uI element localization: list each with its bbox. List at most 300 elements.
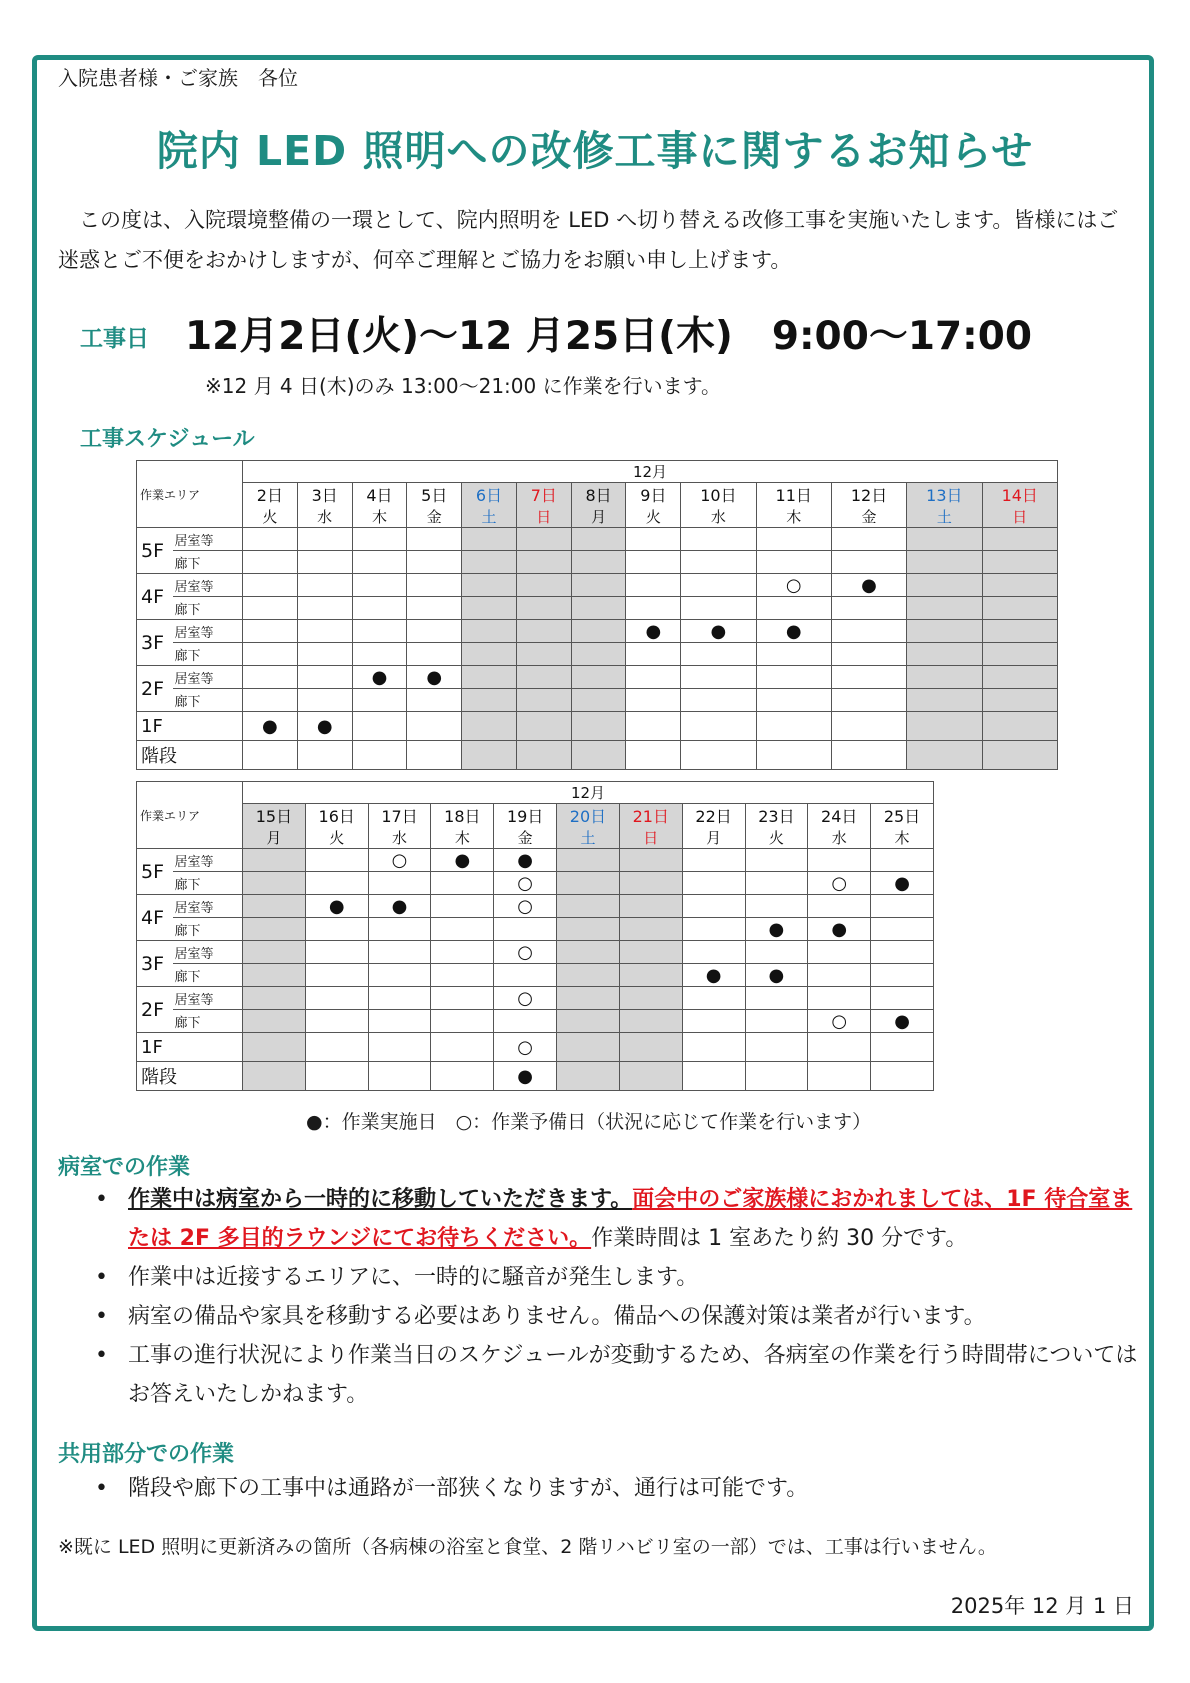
day-number: 24日: [808, 804, 871, 828]
schedule-cell: [907, 741, 982, 770]
schedule-cell: [682, 1062, 745, 1091]
schedule-cell: [808, 872, 871, 895]
schedule-cell: [745, 987, 808, 1010]
schedule-cell: [305, 941, 368, 964]
schedule-cell: [297, 689, 352, 712]
schedule-cell: [516, 574, 571, 597]
schedule-cell: [982, 643, 1058, 666]
schedule-cell: [831, 574, 906, 597]
schedule-cell: [871, 872, 934, 895]
area-sub-label: 廊下: [173, 551, 243, 574]
weekday: 月: [571, 506, 626, 528]
schedule-cell: [907, 620, 982, 643]
work-day-mark: ●: [705, 964, 722, 986]
list-item: [95, 1469, 1140, 1508]
schedule-cell: [871, 918, 934, 941]
table-row: [137, 918, 934, 941]
schedule-cell: [831, 712, 906, 741]
area-sub-label: 居室等: [173, 849, 243, 872]
ward-work-list: [95, 1180, 1140, 1414]
schedule-cell: [516, 741, 571, 770]
list-item: [95, 1180, 1140, 1258]
reserve-day-mark: ○: [517, 872, 534, 894]
schedule-cell: [431, 849, 494, 872]
floor-label: 5F: [137, 849, 173, 895]
schedule-cell: [407, 712, 462, 741]
ward-note-furniture: 病室の備品や家具を移動する必要はありません。備品への保護対策は業者が行います。: [128, 1304, 986, 1329]
schedule-cell: [516, 689, 571, 712]
day-number: 20日: [557, 804, 620, 828]
schedule-cell: [831, 666, 906, 689]
table-row: [137, 528, 1058, 551]
schedule-cell: [368, 872, 431, 895]
ward-note-duration: 作業時間は 1 室あたり約 30 分です。: [591, 1226, 968, 1251]
schedule-cell: [681, 551, 756, 574]
schedule-cell: [431, 1033, 494, 1062]
schedule-cell: [557, 941, 620, 964]
schedule-cell: [297, 712, 352, 741]
schedule-cell: [352, 551, 407, 574]
day-number: 22日: [682, 804, 745, 828]
schedule-cell: [462, 551, 517, 574]
schedule-cell: [494, 1010, 557, 1033]
schedule-cell: [516, 620, 571, 643]
schedule-cell: [682, 1033, 745, 1062]
schedule-cell: [571, 712, 626, 741]
schedule-cell: [297, 551, 352, 574]
schedule-cell: [831, 741, 906, 770]
schedule-cell: [407, 597, 462, 620]
weekday: 金: [407, 506, 462, 528]
schedule-cell: [494, 918, 557, 941]
schedule-cell: [831, 528, 906, 551]
area-sub-label: 廊下: [173, 689, 243, 712]
schedule-cell: [619, 941, 682, 964]
schedule-cell: [831, 597, 906, 620]
ward-note-timing: 工事の進行状況により作業当日のスケジュールが変動するため、各病室の作業を行う時間帯についてはお答えいたしかねます。: [128, 1343, 1138, 1407]
table-row: [137, 849, 934, 872]
area-sub-label: 居室等: [173, 620, 243, 643]
weekday: 火: [243, 506, 298, 528]
schedule-cell: [808, 1062, 871, 1091]
schedule-cell: [516, 528, 571, 551]
schedule-cell: [297, 620, 352, 643]
day-number: 4日: [352, 483, 407, 507]
schedule-cell: [243, 964, 306, 987]
day-number: 9日: [626, 483, 681, 507]
table-row: [137, 666, 1058, 689]
area-sub-label: 廊下: [173, 1010, 243, 1033]
weekday: 日: [619, 827, 682, 849]
schedule-cell: [407, 666, 462, 689]
common-work-list: [95, 1469, 1140, 1508]
schedule-cell: [243, 712, 298, 741]
schedule-cell: [571, 643, 626, 666]
schedule-cell: [494, 964, 557, 987]
reserve-day-mark: ○: [517, 941, 534, 963]
schedule-cell: [982, 666, 1058, 689]
schedule-cell: [808, 941, 871, 964]
ward-work-heading: 病室での作業: [58, 1155, 191, 1180]
schedule-cell: [571, 574, 626, 597]
day-number: 12日: [831, 483, 906, 507]
day-number: 6日: [462, 483, 517, 507]
schedule-cell: [305, 1010, 368, 1033]
schedule-cell: [557, 895, 620, 918]
month-header: 12月: [243, 461, 1058, 483]
table-row: [137, 741, 1058, 770]
schedule-cell: [682, 918, 745, 941]
work-day-mark: ●: [426, 666, 443, 688]
schedule-cell: [297, 643, 352, 666]
schedule-cell: [557, 1010, 620, 1033]
day-number: 25日: [871, 804, 934, 828]
header-row-weekdays: [137, 506, 1058, 528]
schedule-cell: [462, 666, 517, 689]
reserve-day-mark: ○: [831, 872, 848, 894]
schedule-cell: [297, 741, 352, 770]
work-day-mark: ●: [454, 849, 471, 871]
schedule-cell: [352, 528, 407, 551]
schedule-cell: [462, 712, 517, 741]
table-row: [137, 551, 1058, 574]
schedule-cell: [907, 689, 982, 712]
schedule-cell: [756, 689, 831, 712]
addressee: 入院患者様・ご家族 各位: [58, 66, 298, 90]
ward-note-move: 作業中は病室から一時的に移動していただきます。: [128, 1187, 633, 1212]
schedule-cell: [431, 1010, 494, 1033]
work-day-mark: ●: [785, 620, 802, 642]
schedule-cell: [745, 1033, 808, 1062]
schedule-cell: [682, 987, 745, 1010]
work-day-mark: ●: [894, 872, 910, 894]
schedule-cell: [407, 689, 462, 712]
schedule-cell: [243, 551, 298, 574]
schedule-cell: [619, 964, 682, 987]
work-day-mark: ●: [831, 918, 848, 940]
schedule-cell: [407, 741, 462, 770]
schedule-cell: [982, 741, 1058, 770]
schedule-cell: [431, 872, 494, 895]
common-work-heading: 共用部分での作業: [58, 1442, 235, 1467]
table-row: [137, 597, 1058, 620]
weekday: 日: [982, 506, 1058, 528]
schedule-cell: [571, 620, 626, 643]
schedule-cell: [871, 895, 934, 918]
schedule-cell: [982, 597, 1058, 620]
table-row: [137, 941, 934, 964]
table-row: [137, 964, 934, 987]
schedule-cell: [619, 918, 682, 941]
intro-paragraph: [58, 200, 1133, 280]
schedule-cell: [516, 551, 571, 574]
weekday: 火: [305, 827, 368, 849]
schedule-cell: [431, 918, 494, 941]
schedule-cell: [431, 895, 494, 918]
schedule-cell: [352, 689, 407, 712]
schedule-cell: [462, 620, 517, 643]
schedule-cell: [431, 964, 494, 987]
schedule-cell: [494, 872, 557, 895]
schedule-cell: [619, 987, 682, 1010]
dates-note: ※12 月 4 日(木)のみ 13:00～21:00 に作業を行います。: [205, 374, 721, 398]
schedule-cell: [352, 643, 407, 666]
header-row-dates: [137, 804, 934, 828]
area-header: 作業エリア: [137, 461, 243, 528]
schedule-cell: [494, 1062, 557, 1091]
reserve-day-mark: ○: [831, 1010, 848, 1032]
day-number: 5日: [407, 483, 462, 507]
schedule-cell: [297, 666, 352, 689]
schedule-cell: [619, 1062, 682, 1091]
schedule-table-week2: [136, 781, 934, 1091]
schedule-cell: [368, 1033, 431, 1062]
schedule-cell: [557, 1033, 620, 1062]
schedule-cell: [756, 528, 831, 551]
schedule-cell: [557, 918, 620, 941]
schedule-cell: [682, 941, 745, 964]
schedule-cell: [626, 574, 681, 597]
weekday: 火: [745, 827, 808, 849]
weekday: 木: [871, 827, 934, 849]
schedule-cell: [557, 849, 620, 872]
schedule-cell: [305, 1033, 368, 1062]
schedule-table-week1: [136, 460, 1058, 770]
intro-text: この度は、入院環境整備の一環として、院内照明を LED へ切り替える改修工事を実施いたします。皆様にはご迷惑とご不便をおかけしますが、何卒ご理解とご協力をお願い申し上げます。: [58, 208, 1119, 272]
weekday: 金: [494, 827, 557, 849]
schedule-cell: [352, 597, 407, 620]
footnote: ※既に LED 照明に更新済みの箇所（各病棟の浴室と食堂、2 階リハビリ室の一部）では、工事は行いません。: [58, 1536, 997, 1558]
area-sub-label: 居室等: [173, 528, 243, 551]
schedule-cell: [619, 1010, 682, 1033]
schedule-cell: [681, 741, 756, 770]
schedule-cell: [681, 712, 756, 741]
schedule-cell: [243, 666, 298, 689]
table-row: [137, 574, 1058, 597]
work-day-mark: ●: [328, 895, 345, 917]
weekday: 木: [756, 506, 831, 528]
schedule-cell: [756, 712, 831, 741]
schedule-cell: [494, 895, 557, 918]
schedule-cell: [681, 574, 756, 597]
area-sub-label: 居室等: [173, 941, 243, 964]
schedule-cell: [682, 872, 745, 895]
schedule-cell: [305, 849, 368, 872]
schedule-cell: [982, 551, 1058, 574]
schedule-cell: [571, 597, 626, 620]
work-day-mark: ●: [768, 964, 785, 986]
schedule-cell: [407, 551, 462, 574]
schedule-cell: [557, 964, 620, 987]
schedule-cell: [243, 918, 306, 941]
schedule-cell: [243, 1010, 306, 1033]
schedule-cell: [243, 741, 298, 770]
schedule-cell: [516, 643, 571, 666]
schedule-cell: [871, 964, 934, 987]
schedule-cell: [871, 1010, 934, 1033]
schedule-cell: [681, 597, 756, 620]
schedule-cell: [243, 689, 298, 712]
schedule-cell: [462, 689, 517, 712]
day-number: 13日: [907, 483, 982, 507]
schedule-cell: [756, 620, 831, 643]
schedule-cell: [982, 528, 1058, 551]
schedule-cell: [571, 551, 626, 574]
schedule-cell: [756, 741, 831, 770]
day-number: 3日: [297, 483, 352, 507]
weekday: 水: [297, 506, 352, 528]
day-number: 16日: [305, 804, 368, 828]
schedule-cell: [571, 666, 626, 689]
day-number: 11日: [756, 483, 831, 507]
schedule-cell: [243, 1033, 306, 1062]
schedule-cell: [745, 941, 808, 964]
schedule-cell: [756, 643, 831, 666]
schedule-cell: [982, 712, 1058, 741]
header-row-weekdays: [137, 827, 934, 849]
schedule-cell: [745, 849, 808, 872]
table-row: [137, 1033, 934, 1062]
work-day-mark: ●: [517, 1065, 534, 1087]
schedule-cell: [907, 597, 982, 620]
schedule-cell: [619, 849, 682, 872]
schedule-cell: [626, 528, 681, 551]
schedule-cell: [516, 712, 571, 741]
day-number: 15日: [243, 804, 306, 828]
table-row: [137, 643, 1058, 666]
bullet-icon: •: [95, 1304, 108, 1329]
schedule-cell: [407, 574, 462, 597]
header-row-month: [137, 461, 1058, 483]
day-number: 18日: [431, 804, 494, 828]
schedule-cell: [831, 689, 906, 712]
bullet-icon: •: [95, 1343, 108, 1368]
reserve-day-mark: ○: [517, 987, 534, 1009]
schedule-cell: [431, 941, 494, 964]
schedule-cell: [368, 964, 431, 987]
list-item: [95, 1297, 1140, 1336]
ward-note-family: 面会中のご家族様におかれましては、1F 待合室または 2F 多目的ラウンジにてお待ちください。: [128, 1187, 1133, 1251]
schedule-cell: [516, 666, 571, 689]
schedule-cell: [871, 987, 934, 1010]
schedule-cell: [907, 528, 982, 551]
schedule-cell: [462, 528, 517, 551]
schedule-cell: [745, 872, 808, 895]
schedule-cell: [682, 895, 745, 918]
schedule-cell: [305, 964, 368, 987]
day-number: 21日: [619, 804, 682, 828]
schedule-cell: [982, 620, 1058, 643]
dates-label: 工事日: [80, 326, 149, 352]
schedule-cell: [745, 1010, 808, 1033]
schedule-cell: [871, 1033, 934, 1062]
schedule-cell: [297, 528, 352, 551]
schedule-cell: [305, 872, 368, 895]
schedule-cell: [305, 918, 368, 941]
weekday: 金: [831, 506, 906, 528]
weekday: 月: [682, 827, 745, 849]
area-sub-label: 廊下: [173, 918, 243, 941]
bullet-icon: •: [95, 1265, 108, 1290]
work-day-mark: ●: [517, 849, 534, 871]
schedule-cell: [243, 528, 298, 551]
schedule-cell: [243, 895, 306, 918]
schedule-cell: [808, 964, 871, 987]
schedule-cell: [831, 643, 906, 666]
schedule-cell: [626, 620, 681, 643]
schedule-cell: [619, 895, 682, 918]
table-row: [137, 689, 1058, 712]
schedule-cell: [745, 1062, 808, 1091]
day-number: 17日: [368, 804, 431, 828]
area-sub-label: 廊下: [173, 597, 243, 620]
schedule-cell: [871, 1062, 934, 1091]
reserve-day-mark: ○: [517, 895, 534, 917]
work-day-mark: ●: [316, 715, 333, 737]
schedule-cell: [368, 987, 431, 1010]
schedule-cell: [682, 849, 745, 872]
schedule-cell: [352, 712, 407, 741]
floor-label: 3F: [137, 620, 173, 666]
day-number: 10日: [681, 483, 756, 507]
schedule-cell: [626, 551, 681, 574]
schedule-cell: [368, 1062, 431, 1091]
schedule-cell: [243, 872, 306, 895]
weekday: 土: [462, 506, 517, 528]
schedule-cell: [571, 741, 626, 770]
work-day-mark: ●: [371, 666, 388, 688]
schedule-cell: [243, 849, 306, 872]
page-title: 院内 LED 照明への改修工事に関するお知らせ: [156, 127, 1034, 175]
area-sub-label: 居室等: [173, 574, 243, 597]
schedule-cell: [243, 574, 298, 597]
bullet-icon: •: [95, 1187, 108, 1212]
schedule-cell: [871, 941, 934, 964]
floor-label: 5F: [137, 528, 173, 574]
schedule-cell: [462, 643, 517, 666]
reserve-day-mark: ○: [785, 574, 802, 596]
area-label: 1F: [137, 1033, 243, 1062]
area-sub-label: 廊下: [173, 643, 243, 666]
table-row: [137, 895, 934, 918]
schedule-cell: [626, 666, 681, 689]
schedule-cell: [619, 872, 682, 895]
work-day-mark: ●: [894, 1010, 910, 1032]
schedule-cell: [808, 895, 871, 918]
schedule-cell: [297, 597, 352, 620]
issue-date: 2025年 12 月 1 日: [950, 1594, 1134, 1618]
schedule-cell: [243, 1062, 306, 1091]
schedule-cell: [907, 551, 982, 574]
weekday: 土: [557, 827, 620, 849]
schedule-cell: [407, 528, 462, 551]
table-row: [137, 987, 934, 1010]
day-number: 14日: [982, 483, 1058, 507]
schedule-cell: [462, 574, 517, 597]
floor-label: 2F: [137, 987, 173, 1033]
bullet-icon: •: [95, 1476, 108, 1501]
work-day-mark: ●: [645, 620, 662, 642]
schedule-cell: [626, 741, 681, 770]
floor-label: 4F: [137, 574, 173, 620]
schedule-cell: [682, 1010, 745, 1033]
schedule-cell: [681, 643, 756, 666]
schedule-cell: [682, 964, 745, 987]
work-day-mark: ●: [710, 620, 727, 642]
schedule-cell: [681, 620, 756, 643]
reserve-day-mark: ○: [391, 849, 408, 871]
ward-note-noise: 作業中は近接するエリアに、一時的に騒音が発生します。: [128, 1265, 699, 1290]
